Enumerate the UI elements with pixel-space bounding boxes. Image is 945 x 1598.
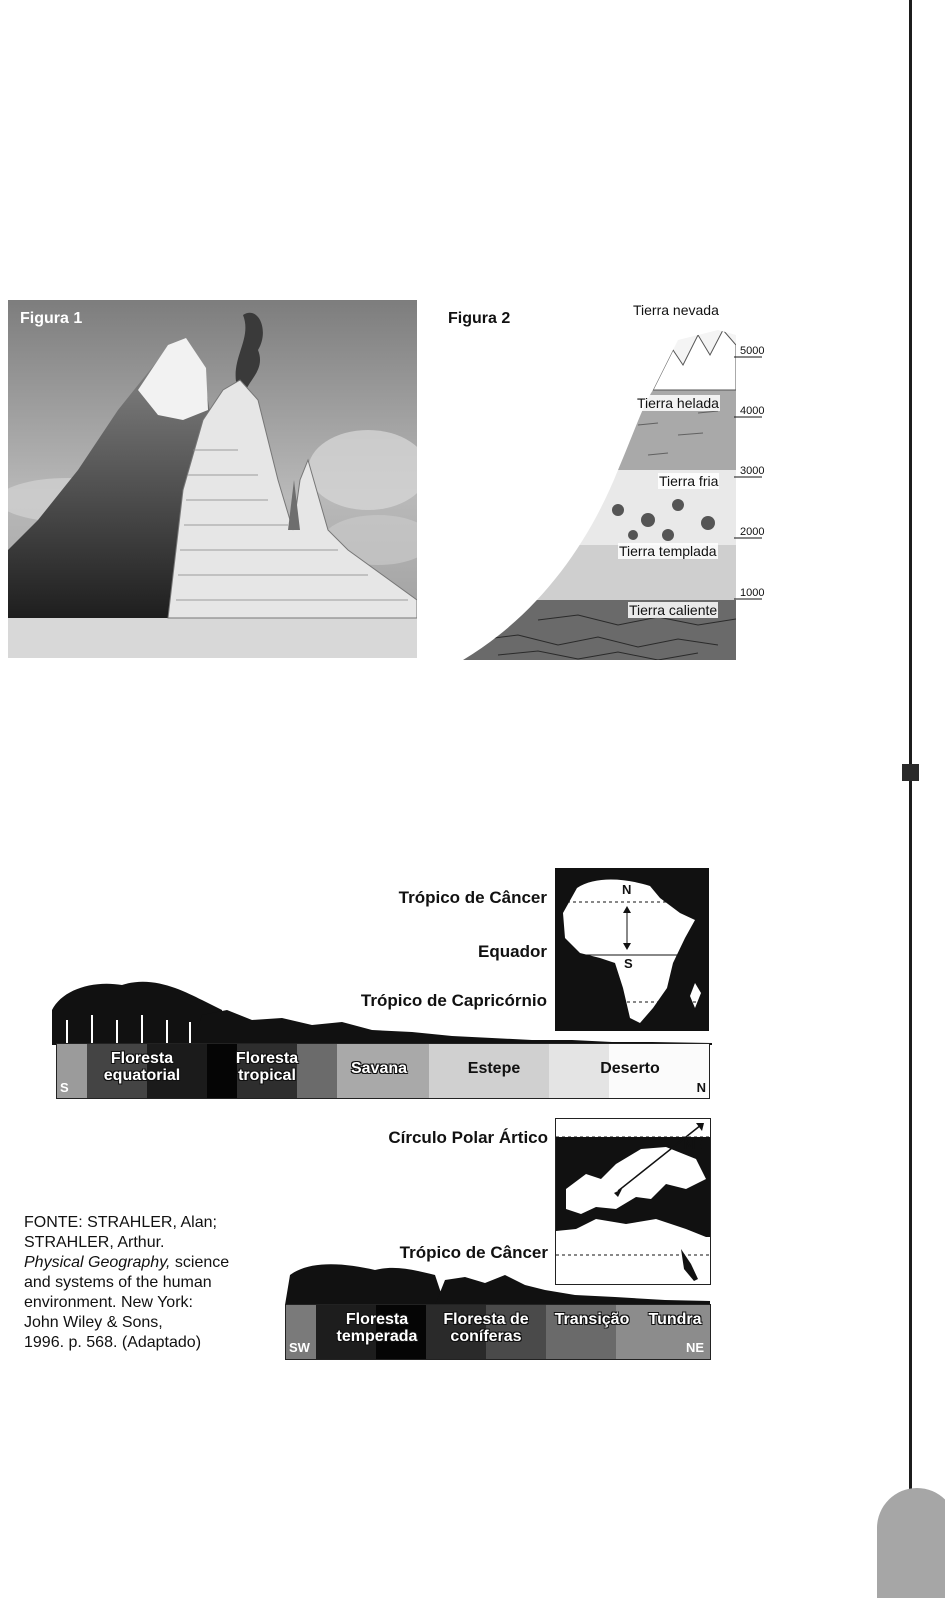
figure-1-label: Figura 1 bbox=[20, 310, 83, 327]
map-letter-south: S bbox=[624, 956, 633, 971]
map-letter-north: N bbox=[622, 882, 632, 897]
zone-label-templada: Tierra templada bbox=[619, 543, 717, 559]
europe-biome-band bbox=[285, 1304, 711, 1360]
citation-line: STRAHLER, Arthur. bbox=[24, 1234, 165, 1251]
map-letter-sw: SW bbox=[584, 1186, 605, 1201]
biome-line: tropical bbox=[238, 1067, 296, 1084]
band-start-letter: S bbox=[60, 1080, 69, 1095]
figure-2-illustration bbox=[418, 295, 773, 665]
biome-floresta-tropical bbox=[222, 1050, 312, 1084]
label-equador: Equador bbox=[478, 942, 547, 961]
citation-line: environment. New York: bbox=[24, 1294, 193, 1311]
biome-estepe: Estepe bbox=[467, 1060, 521, 1077]
biome-transicao: Transição bbox=[554, 1311, 630, 1328]
figure-2-label: Figura 2 bbox=[448, 310, 511, 327]
biome-savana: Savana bbox=[350, 1060, 408, 1077]
zone-label-nevada: Tierra nevada bbox=[633, 302, 719, 318]
map-letter-ne: NE bbox=[684, 1137, 703, 1152]
altitude-label: 2000 bbox=[740, 526, 765, 538]
biome-line: Floresta de bbox=[443, 1311, 529, 1328]
altitude-zones-drawing bbox=[418, 295, 773, 665]
citation-line: and systems of the human bbox=[24, 1274, 212, 1291]
citation-line: John Wiley & Sons, bbox=[24, 1314, 163, 1331]
biome-line: equatorial bbox=[103, 1067, 181, 1084]
altitude-label: 1000 bbox=[740, 587, 765, 599]
page-corner-tab bbox=[877, 1488, 945, 1598]
citation-line: science bbox=[170, 1254, 230, 1271]
label-tropico-cancer: Trópico de Câncer bbox=[398, 888, 547, 907]
biome-line: coníferas bbox=[450, 1328, 522, 1345]
africa-vegetation-silhouette bbox=[52, 970, 712, 1045]
zone-label-fria: Tierra fria bbox=[659, 473, 719, 489]
citation-line: 1996. p. 568. (Adaptado) bbox=[24, 1334, 202, 1351]
volcano-drawing bbox=[8, 300, 417, 658]
zone-label-caliente: Tierra caliente bbox=[629, 602, 718, 618]
band-end-letter: NE bbox=[685, 1340, 704, 1355]
band-start-letter: SW bbox=[289, 1340, 310, 1355]
label-circulo-polar: Círculo Polar Ártico bbox=[388, 1128, 548, 1147]
citation-line: FONTE: STRAHLER, Alan; bbox=[24, 1214, 217, 1231]
biome-tundra: Tundra bbox=[648, 1311, 702, 1328]
africa-biome-band bbox=[56, 1043, 710, 1099]
biome-line: Floresta bbox=[345, 1311, 409, 1328]
citation-book-title: Physical Geography, bbox=[24, 1254, 171, 1271]
altitude-label: 5000 bbox=[740, 345, 765, 357]
label-tropico-cancer-europe: Trópico de Câncer bbox=[399, 1243, 548, 1262]
altitude-label: 4000 bbox=[740, 405, 765, 417]
biome-line: temperada bbox=[336, 1328, 418, 1345]
zone-label-helada: Tierra helada bbox=[637, 395, 719, 411]
source-citation bbox=[24, 1213, 274, 1353]
europe-vegetation-silhouette bbox=[285, 1255, 710, 1305]
biome-floresta-coniferas bbox=[431, 1311, 541, 1345]
biome-floresta-temperada bbox=[322, 1311, 432, 1345]
margin-marker bbox=[902, 764, 919, 781]
biome-deserto: Deserto bbox=[600, 1060, 660, 1077]
biome-line: Floresta bbox=[110, 1050, 174, 1067]
label-tropico-capricornio: Trópico de Capricórnio bbox=[360, 991, 547, 1010]
biome-floresta-equatorial bbox=[87, 1050, 197, 1084]
altitude-label: 3000 bbox=[740, 465, 765, 477]
margin-rule bbox=[909, 0, 912, 1564]
biome-line: Floresta bbox=[235, 1050, 299, 1067]
figure-1-illustration bbox=[8, 300, 417, 658]
band-end-letter: N bbox=[696, 1080, 706, 1095]
